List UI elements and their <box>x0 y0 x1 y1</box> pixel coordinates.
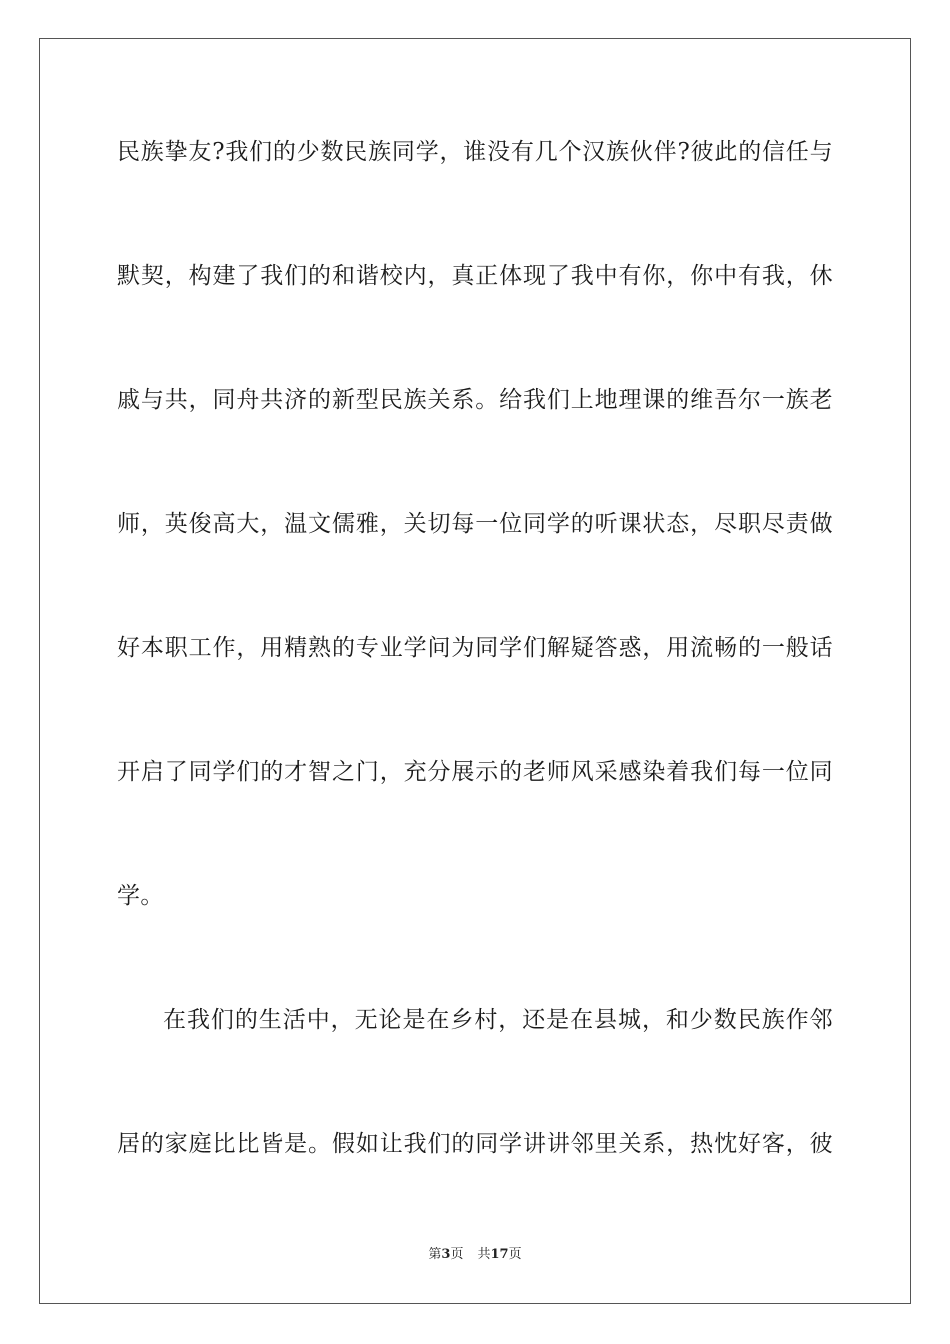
body-line-9: 居的家庭比比皆是。假如让我们的同学讲讲邻里关系，热忱好客，彼 <box>117 1131 833 1157</box>
page-border <box>39 38 911 1304</box>
body-line-7: 学。 <box>117 883 164 909</box>
footer-total-suffix: 页 <box>508 1247 522 1262</box>
footer-page-number: 3 <box>441 1247 451 1262</box>
page-footer <box>0 1246 950 1264</box>
footer-total-prefix: 共 <box>477 1247 491 1262</box>
body-line-1: 民族挚友?我们的少数民族同学，谁没有几个汉族伙伴?彼此的信任与 <box>117 139 833 165</box>
body-line-5: 好本职工作，用精熟的专业学问为同学们解疑答惑，用流畅的一般话 <box>117 635 833 661</box>
body-line-3: 戚与共，同舟共济的新型民族关系。给我们上地理课的维吾尔一族老 <box>117 387 833 413</box>
body-line-6: 开启了同学们的才智之门，充分展示的老师风采感染着我们每一位同 <box>117 759 833 785</box>
footer-total-pages: 17 <box>490 1247 509 1262</box>
footer-page-suffix: 页 <box>450 1247 464 1262</box>
footer-page-prefix: 第 <box>428 1247 442 1262</box>
body-line-2: 默契，构建了我们的和谐校内，真正体现了我中有你，你中有我，休 <box>117 263 833 289</box>
body-line-8-paragraph-start: 在我们的生活中，无论是在乡村，还是在县城，和少数民族作邻 <box>163 1007 833 1033</box>
body-line-4: 师，英俊高大，温文儒雅，关切每一位同学的听课状态，尽职尽责做 <box>117 511 833 537</box>
